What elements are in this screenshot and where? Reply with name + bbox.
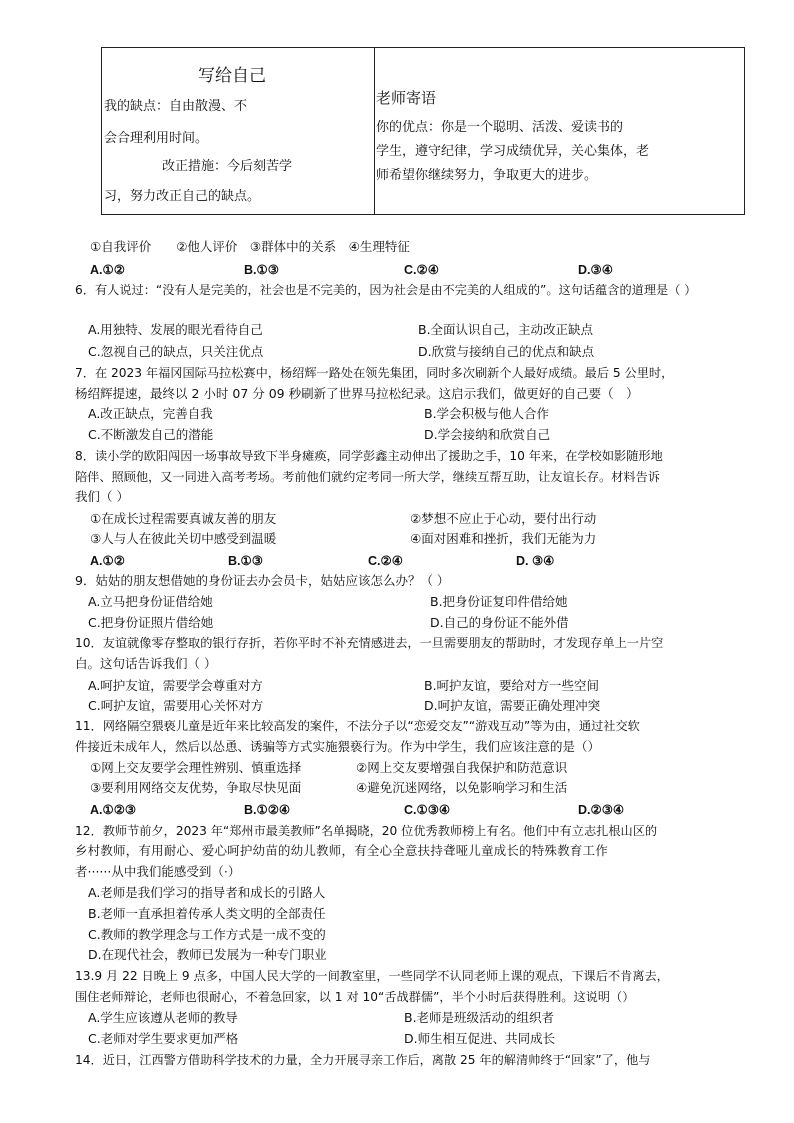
q9-option-b: B.把身份证复印件借给她 xyxy=(430,594,568,609)
q7-stem-line1: 7．在 2023 年福冈国际马拉松赛中，杨绍辉一路处在领先集团，同时多次刷新个人最好成绩。最后 5 公里时， xyxy=(75,366,674,380)
q8-stem-line3: 我们（ ） xyxy=(75,489,129,504)
q11-option-b: B.①②④ xyxy=(244,803,291,817)
q13-option-c: C.老师对学生要求更加严格 xyxy=(88,1031,239,1046)
correction-line1: 改正措施：今后刻苦学 xyxy=(162,159,293,174)
q9-option-a: A.立马把身份证借给她 xyxy=(88,594,213,609)
q6-option-b: B.全面认识自己，主动改正缺点 xyxy=(418,322,594,337)
teacher-message-line2: 学生，遵守纪律，学习成绩优异，关心集体，老 xyxy=(376,144,650,159)
q9-option-c: C.把身份证照片借给她 xyxy=(88,615,214,630)
q12-stem-line3: 者······从中我们能感受到（·） xyxy=(75,864,241,879)
q12-option-d: D.在现代社会，教师已发展为一种专门职业 xyxy=(88,947,327,962)
q8-item-1: ①在成长过程需要真诚友善的朋友 xyxy=(90,511,277,526)
shortcoming-line1: 我的缺点：自由散漫、不 xyxy=(104,99,248,114)
q5-option-a: A.①② xyxy=(90,263,125,277)
q7-stem-line2: 杨绍辉提速，最终以 2 小时 07 分 09 秒刷新了世界马拉松纪录。这启示我们，做更好的自己要（ ） xyxy=(75,386,639,401)
q10-stem-line2: 白。这句话告诉我们（ ） xyxy=(75,656,217,671)
q8-stem-line2: 陪伴、照顾他，又一同进入高考考场。考前他们就约定考同一所大学，继续互帮互助，让友谊长存。材料告诉 xyxy=(75,470,660,484)
q7-option-d: D.学会接纳和欣赏自己 xyxy=(424,427,551,442)
q10-option-c: C.呵护友谊，需要用心关怀对方 xyxy=(88,698,264,713)
q6-option-c: C.忽视自己的缺点，只关注优点 xyxy=(88,344,264,359)
q6-option-d: D.欣赏与接纳自己的优点和缺点 xyxy=(418,344,595,359)
q14-stem: 14．近日，江西警方借助科学技术的力量，全力开展寻亲工作后，离散 25 年的解清帅终于“回家”了，他与 xyxy=(75,1053,651,1067)
teacher-message-line3: 师希望你继续努力，争取更大的进步。 xyxy=(376,168,598,183)
q12-option-b: B.老师一直承担着传承人类文明的全部责任 xyxy=(88,906,326,921)
q8-option-d: D. ③④ xyxy=(516,554,555,568)
correction-line2: 习，努力改正自己的缺点。 xyxy=(104,189,261,204)
teacher-message-line1: 你的优点：你是一个聪明、活泼、爱读书的 xyxy=(376,120,624,135)
write-to-self-cell xyxy=(102,48,375,214)
q9-stem: 9．姑姑的朋友想借她的身份证去办会员卡，姑姑应该怎么办？（ ） xyxy=(75,573,450,588)
q5-option-c: C.②④ xyxy=(404,263,439,277)
q13-option-a: A.学生应该遵从老师的教导 xyxy=(88,1010,238,1025)
q11-item-4: ④避免沉迷网络，以免影响学习和生活 xyxy=(356,780,568,795)
q10-option-a: A.呵护友谊，需要学会尊重对方 xyxy=(88,678,263,693)
q12-stem-line1: 12．教师节前夕，2023 年“郑州市最美教师”名单揭晓，20 位优秀教师榜上有名。他们中有立志扎根山区的 xyxy=(75,824,658,838)
q8-option-c: C.②④ xyxy=(368,554,403,568)
q13-stem-line1: 13.9 月 22 日晚上 9 点多，中国人民大学的一间教室里，一些同学不认同老师上课的观点，下课后不肯离去， xyxy=(75,969,669,983)
self-evaluation-table xyxy=(101,47,745,215)
q11-option-a: A.①②③ xyxy=(90,803,137,817)
shortcoming-line2: 会合理利用时间。 xyxy=(104,131,209,146)
teacher-message-title: 老师寄语 xyxy=(376,89,437,107)
q5-option-d: D.③④ xyxy=(578,263,613,277)
q8-item-4: ④面对困难和挫折，我们无能为力 xyxy=(410,531,597,546)
q5-items: ①自我评价 ②他人评价 ③群体中的关系 ④生理特征 xyxy=(90,239,410,254)
q13-option-b: B.老师是班级活动的组织者 xyxy=(404,1010,555,1025)
q11-item-3: ③要利用网络交友优势，争取尽快见面 xyxy=(90,780,302,795)
q8-item-2: ②梦想不应止于心动，要付出行动 xyxy=(410,511,597,526)
teacher-message-cell xyxy=(374,48,744,214)
q11-stem-line2: 件接近未成年人，然后以怂恿、诱骗等方式实施猥亵行为。作为中学生，我们应该注意的是（） xyxy=(75,739,601,754)
write-to-self-title: 写给自己 xyxy=(198,66,266,86)
q8-stem-line1: 8．读小学的欧阳闯因一场事故导致下半身瘫痪，同学彭鑫主动伸出了援助之手，10 年来，在学校如影随形地 xyxy=(75,449,663,463)
q8-item-3: ③人与人在彼此关切中感受到温暖 xyxy=(90,531,277,546)
q11-stem-line1: 11．网络隔空猥亵儿童是近年来比较高发的案件，不法分子以“恋爱交友”“游戏互动”等为由，通过社交软 xyxy=(75,719,640,733)
q12-option-a: A.老师是我们学习的指导者和成长的引路人 xyxy=(88,885,326,900)
q10-option-b: B.呵护友谊，要给对方一些空间 xyxy=(424,678,600,693)
q11-option-d: D.②③④ xyxy=(578,803,625,817)
q5-option-b: B.①③ xyxy=(244,263,279,277)
q7-option-c: C.不断激发自己的潜能 xyxy=(88,427,214,442)
q10-option-d: D.呵护友谊，需要正确处理冲突 xyxy=(424,698,601,713)
q6-option-a: A.用独特、发展的眼光看待自己 xyxy=(88,322,263,337)
q12-stem-line2: 乡村教师，有用耐心、爱心呵护幼苗的幼儿教师，有全心全意扶持聋哑儿童成长的特殊教育工作 xyxy=(75,843,609,858)
q6-stem: 6．有人说过：“没有人是完美的，社会也是不完美的，因为社会是由不完美的人组成的”。这句话蕴含的道理是（ ） xyxy=(75,283,697,297)
q9-option-d: D.自己的身份证不能外借 xyxy=(430,615,569,630)
q7-option-a: A.改正缺点，完善自我 xyxy=(88,406,213,421)
q11-item-2: ②网上交友要增强自我保护和防范意识 xyxy=(356,760,568,775)
q8-option-b: B.①③ xyxy=(228,554,263,568)
q12-option-c: C.教师的教学理念与工作方式是一成不变的 xyxy=(88,927,326,942)
q13-stem-line2: 围住老师辩论，老师也很耐心，不着急回家，以 1 对 10“舌战群儒”，半个小时后获得胜利。这说明（） xyxy=(75,990,635,1004)
q13-option-d: D.师生相互促进、共同成长 xyxy=(404,1031,556,1046)
q11-option-c: C.①③④ xyxy=(404,803,451,817)
q7-option-b: B.学会积极与他人合作 xyxy=(424,406,550,421)
q8-option-a: A.①② xyxy=(90,554,125,568)
q11-item-1: ①网上交友要学会理性辨别、慎重选择 xyxy=(90,760,302,775)
q10-stem-line1: 10．友谊就像零存整取的银行存折，若你平时不补充情感进去，一旦需要朋友的帮助时，才发现存单上一片空 xyxy=(75,636,664,650)
